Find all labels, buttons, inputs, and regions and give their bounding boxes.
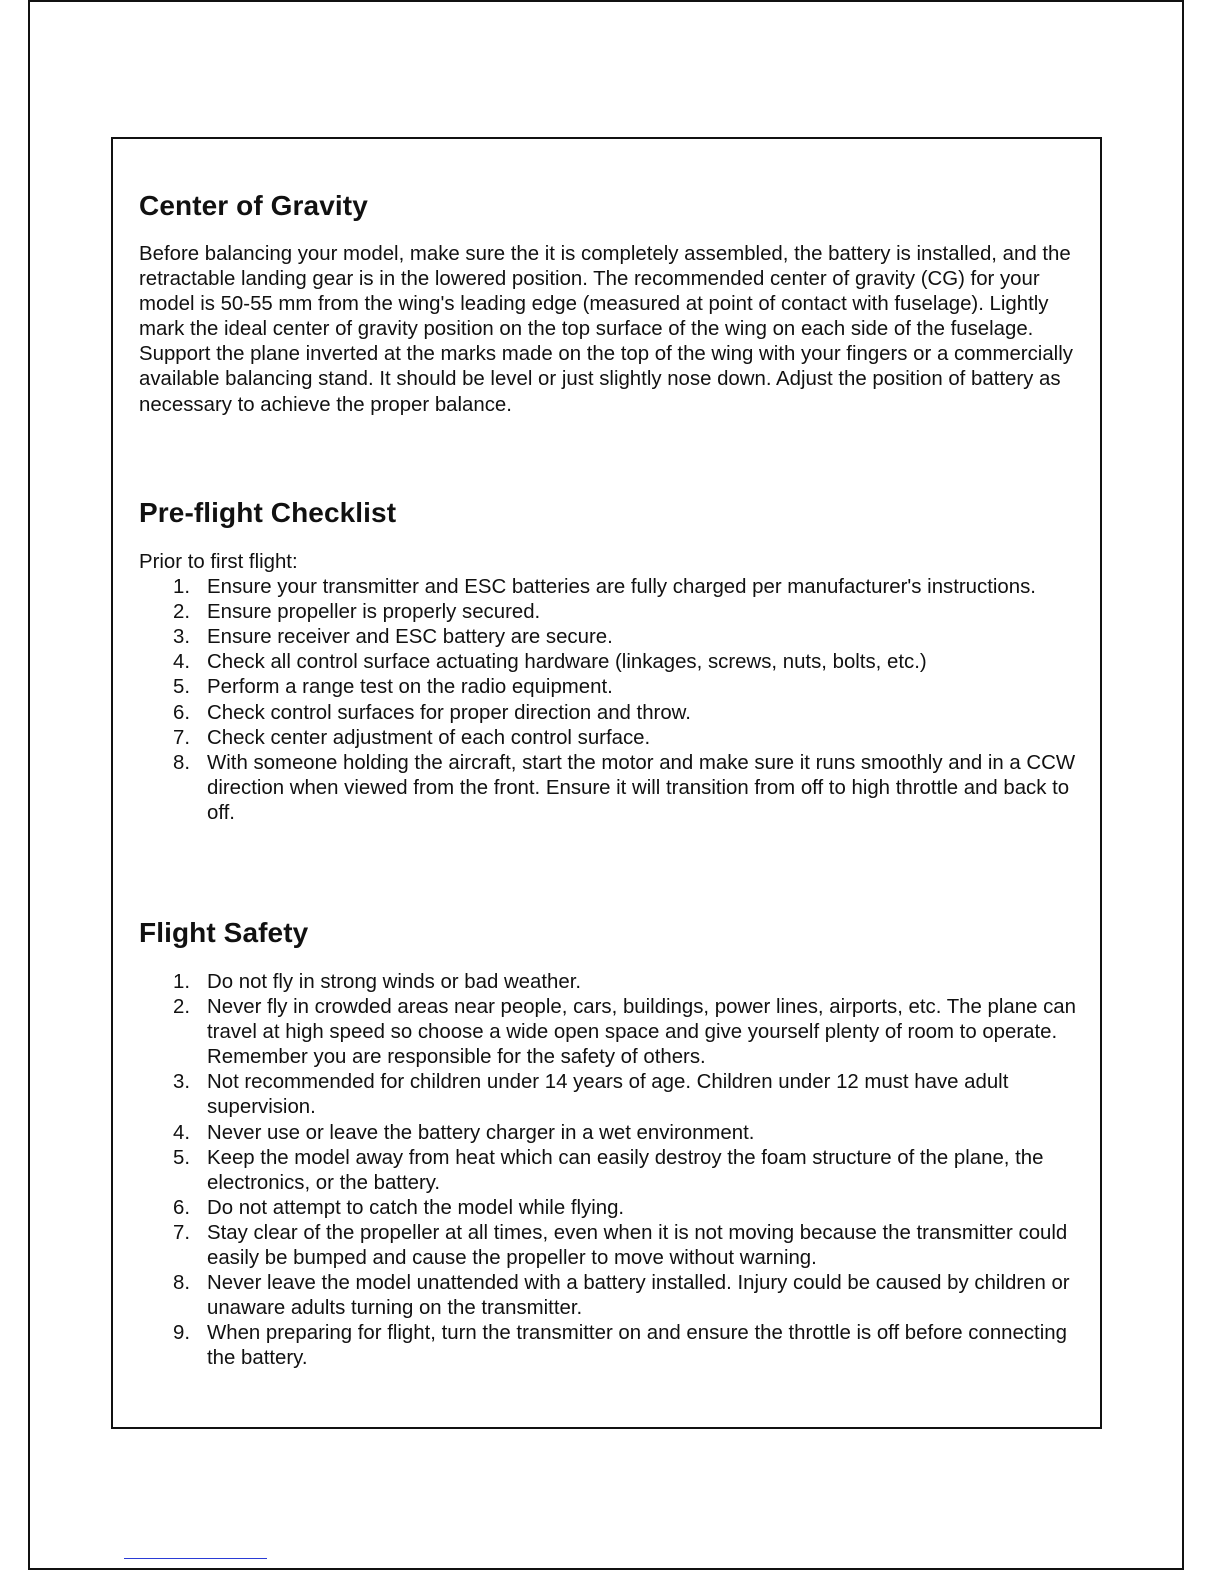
list-item-number: 9.	[173, 1322, 191, 1345]
list-item	[139, 1196, 1089, 1221]
list-item-number: 1.	[173, 576, 191, 599]
list-item-text: Ensure propeller is properly secured.	[207, 601, 541, 624]
list-item-text: Stay clear of the propeller at all times, even when it is not moving because the transmitter could easily be bumped and cause the propeller to move without warning.	[207, 1221, 1068, 1270]
list-item-number: 1.	[173, 971, 191, 993]
list-item-number: 5.	[173, 676, 191, 699]
list-item	[139, 1321, 1089, 1371]
page-border-bottom	[28, 1568, 1184, 1570]
content-box	[111, 137, 1102, 1429]
list-item	[139, 1070, 1089, 1120]
list-item-text: Keep the model away from heat which can easily destroy the foam structure of the plane, the electronics, or the battery.	[207, 1146, 1044, 1194]
footer-link-underline	[124, 1558, 267, 1559]
list-item	[139, 1121, 1089, 1146]
list-item-number: 3.	[173, 626, 191, 649]
list-item-text: Never use or leave the battery charger in a wet environment.	[207, 1121, 755, 1144]
list-item	[139, 751, 1089, 826]
list-item-number: 4.	[173, 1121, 191, 1144]
list-item-number: 3.	[173, 1071, 191, 1094]
list-item	[139, 701, 1089, 726]
list-item-number: 6.	[173, 701, 191, 724]
list-item	[139, 995, 1089, 1070]
list-item-text: Never leave the model unattended with a battery installed. Injury could be caused by children or unaware adults turning on the transmitter.	[207, 1272, 1070, 1320]
preflight-list	[139, 575, 1089, 826]
list-item-number: 6.	[173, 1196, 191, 1219]
list-item-text: Check all control surface actuating hardware (linkages, screws, nuts, bolts, etc.)	[207, 651, 927, 674]
list-item-number: 8.	[173, 751, 191, 774]
list-item	[139, 1271, 1089, 1321]
list-item-text: Ensure your transmitter and ESC batteries are fully charged per manufacturer's instructions.	[207, 576, 1036, 599]
list-item	[139, 575, 1089, 600]
preflight-section	[139, 496, 1089, 826]
list-item	[139, 600, 1089, 625]
list-item	[139, 1221, 1089, 1271]
list-item-text: When preparing for flight, turn the transmitter on and ensure the throttle is off before connecting the battery.	[207, 1322, 1067, 1370]
cg-body: Before balancing your model, make sure the it is completely assembled, the battery is installed, and the retractable landing gear is in the lowered position. The recommended center of gravity (CG) for your model is 50-55 mm from the wing's leading edge (measured at point of contact with fuselage). Lightly mark the ideal center of gravity position on the top surface of the wing on each side of the fuselage. Support the plane inverted at the marks made on the top of the wing with your fingers or a commercially available balancing stand. It should be level or just slightly nose down. Adjust the position of battery as necessary to achieve the proper balance.	[139, 243, 1073, 416]
page-border-left	[28, 0, 30, 1570]
list-item	[139, 625, 1089, 650]
list-item-text: Do not attempt to catch the model while flying.	[207, 1196, 625, 1219]
page-border-right	[1182, 0, 1184, 1570]
preflight-intro: Prior to first flight:	[139, 551, 298, 573]
center-of-gravity-section	[139, 189, 1089, 418]
list-item	[139, 1146, 1089, 1196]
list-item	[139, 650, 1089, 675]
safety-list	[139, 970, 1089, 1372]
list-item-text: Do not fly in strong winds or bad weather.	[207, 971, 582, 993]
list-item-text: Perform a range test on the radio equipment.	[207, 676, 613, 699]
list-item-number: 2.	[173, 996, 191, 1019]
list-item	[139, 726, 1089, 751]
list-item	[139, 675, 1089, 700]
preflight-heading: Pre-flight Checklist	[139, 497, 397, 528]
list-item-text: Ensure receiver and ESC battery are secure.	[207, 626, 613, 649]
list-item-text: Never fly in crowded areas near people, cars, buildings, power lines, airports, etc. The plane can travel at high speed so choose a wide open space and give yourself plenty of room to operate. Remember you are responsible for the safety of others.	[207, 996, 1076, 1069]
flight-safety-section	[139, 916, 1089, 1372]
list-item-number: 2.	[173, 601, 191, 624]
list-item-text: Not recommended for children under 14 years of age. Children under 12 must have adult supervision.	[207, 1071, 1009, 1119]
list-item	[139, 970, 1089, 995]
list-item-number: 7.	[173, 726, 191, 749]
page-border-top	[28, 0, 1184, 2]
list-item-number: 4.	[173, 651, 191, 674]
list-item-number: 7.	[173, 1221, 191, 1244]
list-item-text: With someone holding the aircraft, start the motor and make sure it runs smoothly and in a CCW direction when viewed from the front. Ensure it will transition from off to high throttle and back to off.	[207, 751, 1076, 824]
list-item-number: 8.	[173, 1272, 191, 1295]
safety-heading: Flight Safety	[139, 917, 309, 948]
list-item-number: 5.	[173, 1146, 191, 1169]
list-item-text: Check center adjustment of each control surface.	[207, 726, 651, 749]
list-item-text: Check control surfaces for proper direction and throw.	[207, 701, 691, 724]
cg-heading: Center of Gravity	[139, 190, 368, 221]
